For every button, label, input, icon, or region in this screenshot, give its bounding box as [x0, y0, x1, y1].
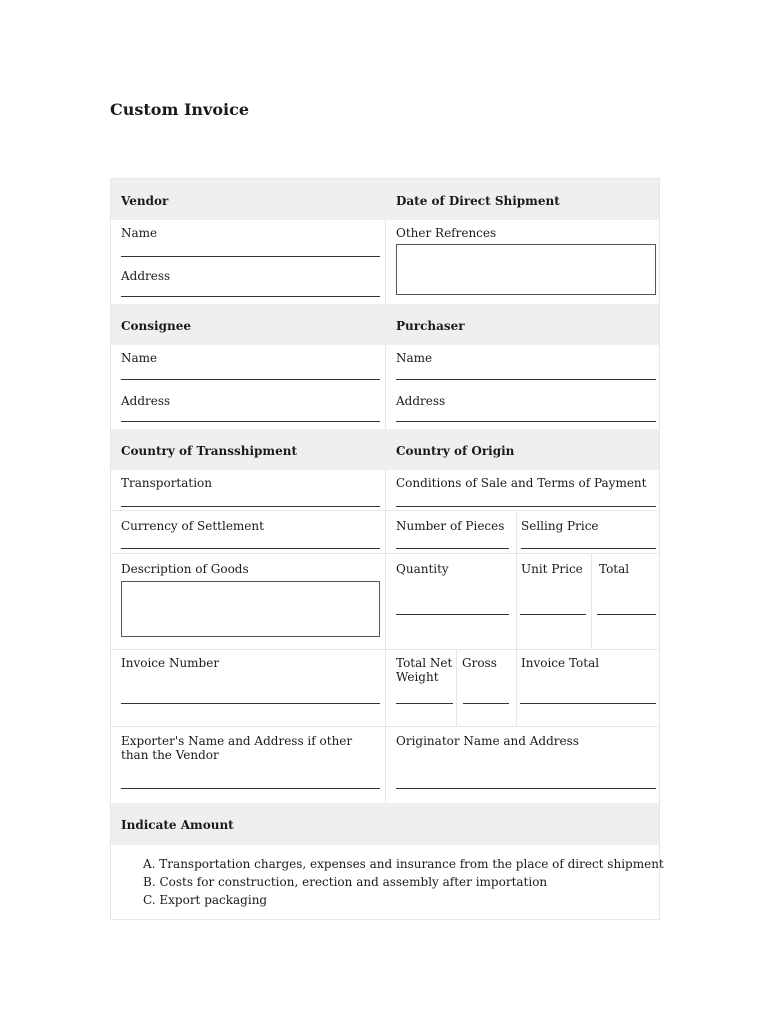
list-item: B. Costs for construction, erection and assembly after importation: [143, 875, 548, 889]
total-field[interactable]: [597, 614, 656, 615]
quantity-label: Quantity: [396, 562, 449, 576]
exporters-name-label: Exporter's Name and Address if other than the Vendor: [121, 734, 353, 762]
total-net-weight-field[interactable]: [396, 703, 453, 704]
custom-invoice-form: [110, 178, 664, 920]
column-divider: [516, 649, 517, 726]
column-divider: [516, 510, 517, 649]
purchaser-address-field[interactable]: [396, 421, 656, 422]
vendor-heading: Vendor: [121, 194, 169, 208]
column-divider: [385, 220, 386, 304]
exporters-name-field[interactable]: [121, 788, 380, 789]
number-of-pieces-label: Number of Pieces: [396, 519, 505, 533]
consignee-address-label: Address: [121, 394, 171, 408]
total-net-weight-label: Total Net Weight: [396, 656, 453, 684]
transportation-label: Transportation: [121, 476, 213, 490]
originator-name-field[interactable]: [396, 788, 656, 789]
section-header-vendor: [111, 179, 659, 220]
page-title: Custom Invoice: [110, 100, 250, 119]
unit-price-field[interactable]: [520, 614, 586, 615]
list-item: C. Export packaging: [143, 893, 268, 907]
date-of-direct-shipment-heading: Date of Direct Shipment: [396, 194, 560, 208]
row-divider: [111, 649, 659, 650]
purchaser-heading: Purchaser: [396, 319, 465, 333]
column-divider: [385, 470, 386, 803]
column-divider: [385, 345, 386, 429]
currency-of-settlement-field[interactable]: [121, 548, 380, 549]
country-of-origin-heading: Country of Origin: [396, 444, 515, 458]
row-divider: [111, 553, 659, 554]
section-header-country-of-transshipment: [111, 429, 659, 470]
conditions-of-sale-field[interactable]: [396, 506, 656, 507]
column-divider: [456, 649, 457, 726]
gross-label: Gross: [462, 656, 497, 670]
vendor-name-field[interactable]: [121, 256, 380, 257]
unit-price-label: Unit Price: [521, 562, 583, 576]
list-item: A. Transportation charges, expenses and insurance from the place of direct shipment: [143, 857, 664, 871]
column-divider: [591, 553, 592, 649]
invoice-total-field[interactable]: [520, 703, 656, 704]
indicate-amount-list: [143, 855, 664, 909]
vendor-address-field[interactable]: [121, 296, 380, 297]
section-header-consignee: [111, 304, 659, 345]
other-references-box[interactable]: [396, 244, 656, 295]
selling-price-field[interactable]: [521, 548, 656, 549]
other-references-label: Other Refrences: [396, 226, 497, 240]
row-divider: [111, 726, 659, 727]
quantity-field[interactable]: [396, 614, 509, 615]
consignee-address-field[interactable]: [121, 421, 380, 422]
transportation-field[interactable]: [121, 506, 380, 507]
vendor-address-label: Address: [121, 269, 171, 283]
country-of-transshipment-heading: Country of Transshipment: [121, 444, 298, 458]
purchaser-name-label: Name: [396, 351, 433, 365]
currency-of-settlement-label: Currency of Settlement: [121, 519, 264, 533]
invoice-number-label: Invoice Number: [121, 656, 220, 670]
originator-name-label: Originator Name and Address: [396, 734, 579, 748]
section-header-indicate-amount: [111, 803, 659, 845]
consignee-name-field[interactable]: [121, 379, 380, 380]
consignee-heading: Consignee: [121, 319, 191, 333]
description-of-goods-label: Description of Goods: [121, 562, 249, 576]
selling-price-label: Selling Price: [521, 519, 599, 533]
vendor-name-label: Name: [121, 226, 158, 240]
gross-field[interactable]: [463, 703, 509, 704]
invoice-number-field[interactable]: [121, 703, 380, 704]
purchaser-name-field[interactable]: [396, 379, 656, 380]
indicate-amount-heading: Indicate Amount: [121, 818, 234, 832]
purchaser-address-label: Address: [396, 394, 446, 408]
row-divider: [111, 510, 659, 511]
total-label: Total: [599, 562, 630, 576]
conditions-of-sale-label: Conditions of Sale and Terms of Payment: [396, 476, 647, 490]
description-of-goods-box[interactable]: [121, 581, 380, 637]
number-of-pieces-field[interactable]: [396, 548, 509, 549]
consignee-name-label: Name: [121, 351, 158, 365]
invoice-total-label: Invoice Total: [521, 656, 600, 670]
